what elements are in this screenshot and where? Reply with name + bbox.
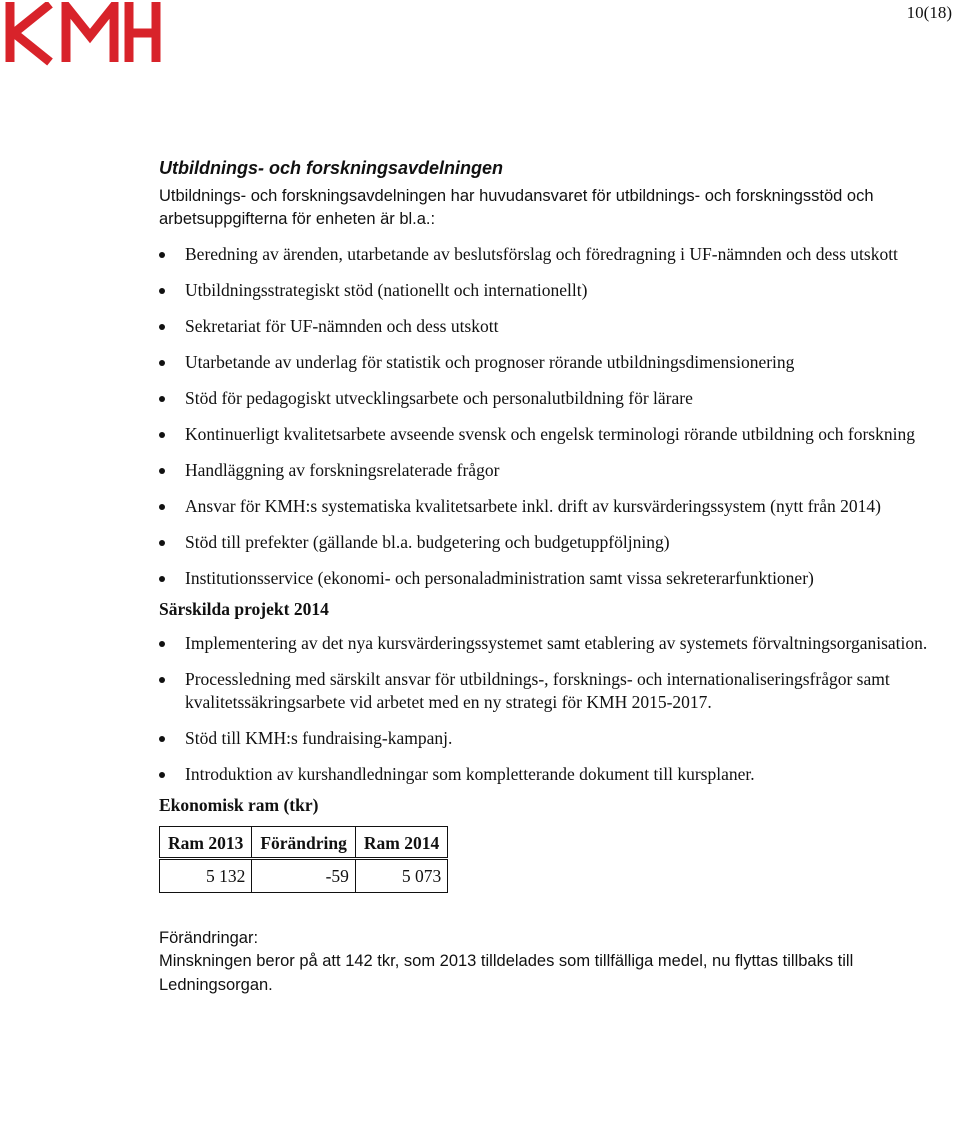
list-item [159,315,929,339]
bullet-icon [159,736,165,742]
list-item [159,351,929,375]
table-header-row [160,826,448,858]
bullet-icon [159,772,165,778]
list-item-text: Utarbetande av underlag för statistik och prognoser rörande utbildningsdimensionering [185,352,795,372]
changes-note [159,927,929,998]
table-row [160,858,448,892]
bullet-icon [159,252,165,258]
list-item-text: Ansvar för KMH:s systematiska kvalitetsarbete inkl. drift av kursvärderingssystem (nytt från 2014) [185,496,881,516]
list-item-text: Stöd för pedagogiskt utvecklingsarbete och personalutbildning för lärare [185,388,693,408]
cell-ram-2014: 5 073 [355,858,447,892]
list-item-text: Implementering av det nya kursvärderingssystemet samt etablering av systemets förvaltningsorganisation. [185,632,928,653]
list-item [159,727,929,751]
changes-label: Förändringar: [159,928,259,947]
list-item [159,423,929,447]
list-item [159,387,929,411]
list-item [159,279,929,303]
list-item [159,567,929,591]
list-item-text: Kontinuerligt kvalitetsarbete avseende svensk och engelsk terminologi rörande utbildning och forskning [185,424,915,444]
kmh-logo [4,2,164,66]
bullet-icon [159,468,165,474]
budget-heading: Ekonomisk ram (tkr) [159,794,319,815]
list-item-text: Utbildningsstrategiskt stöd (nationellt och internationellt) [185,280,588,300]
intro-paragraph: Utbildnings- och forskningsavdelningen har huvudansvaret för utbildnings- och forskningsstöd och arbetsuppgifterna för enheten är bl.a.: [159,187,874,228]
bullet-icon [159,432,165,438]
column-header-forandring: Förändring [252,826,356,858]
list-item-text: Stöd till prefekter (gällande bl.a. budgetering och budgetuppföljning) [185,532,670,552]
list-item-text: Stöd till KMH:s fundraising-kampanj. [185,728,453,748]
bullet-icon [159,324,165,330]
bullet-icon [159,504,165,510]
column-header-ram-2013: Ram 2013 [160,826,252,858]
list-item [159,668,929,715]
cell-ram-2013: 5 132 [160,858,252,892]
cell-forandring: -59 [252,858,356,892]
list-item [159,495,929,519]
projects-list [159,632,929,787]
bullet-icon [159,396,165,402]
list-item-text: Beredning av ärenden, utarbetande av beslutsförslag och föredragning i UF-nämnden och dess utskott [185,244,898,264]
list-item [159,243,929,267]
bullet-icon [159,360,165,366]
list-item-text: Handläggning av forskningsrelaterade frågor [185,460,500,480]
bullet-icon [159,576,165,582]
changes-text: Minskningen beror på att 142 tkr, som 2013 tilldelades som tillfälliga medel, nu flyttas tillbaks till Ledningsorgan. [159,952,854,994]
document-body [159,158,929,997]
bullet-icon [159,641,165,647]
task-list [159,243,929,591]
budget-table [159,826,448,893]
list-item-text: Institutionsservice (ekonomi- och personaladministration samt vissa sekreterarfunktioner) [185,568,814,588]
list-item [159,763,929,787]
list-item-text: Sekretariat för UF-nämnden och dess utskott [185,316,499,336]
list-item-text: Introduktion av kurshandledningar som kompletterande dokument till kursplaner. [185,764,755,784]
column-header-ram-2014: Ram 2014 [355,826,447,858]
section-heading: Utbildnings- och forskningsavdelningen [159,158,504,178]
list-item [159,632,929,656]
list-item [159,459,929,483]
page-number: 10(18) [906,3,952,22]
bullet-icon [159,677,165,683]
list-item-text: Processledning med särskilt ansvar för utbildnings-, forsknings- och internationaliseringsfrågor samt kvalitetssäkringsarbete vid arbetet med en ny strategi för KMH 2015-2017. [185,668,890,712]
list-item [159,531,929,555]
bullet-icon [159,540,165,546]
bullet-icon [159,288,165,294]
projects-heading: Särskilda projekt 2014 [159,598,329,619]
